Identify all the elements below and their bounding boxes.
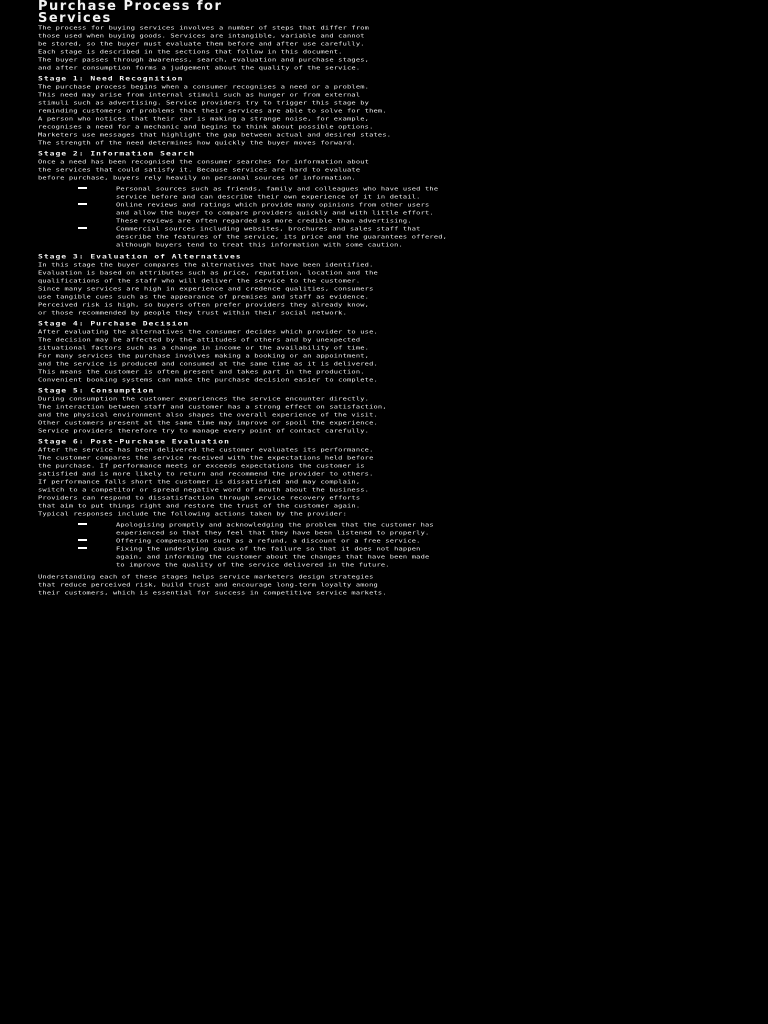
closing-paragraph (38, 574, 728, 598)
list-item-text: Apologising promptly and acknowledging the problem that the customer has (116, 522, 434, 528)
text-line: before purchase, buyers rely heavily on personal sources of information. (38, 175, 356, 181)
text-line: reminding customers of problems that their services are able to solve for them. (38, 108, 387, 114)
document-page (38, 0, 728, 601)
section-heading-need-recognition: Stage 1: Need Recognition (38, 76, 184, 82)
text-line: satisfied and is more likely to return and recommend the provider to others. (38, 471, 374, 477)
section-heading-consumption: Stage 5: Consumption (38, 388, 155, 394)
list-item-text: to improve the quality of the service delivered in the future. (116, 562, 390, 568)
text-line: recognises a need for a mechanic and begins to think about possible options. (38, 124, 374, 130)
text-line: that reduce perceived risk, build trust and encourage long-term loyalty among (38, 582, 378, 588)
list-item-text: Online reviews and ratings which provide many opinions from other users (116, 202, 430, 208)
text-line: and the physical environment also shapes the overall experience of the visit. (38, 412, 378, 418)
list-item-text: Offering compensation such as a refund, a discount or a free service. (116, 538, 421, 544)
document-body (38, 25, 728, 598)
text-line: Other customers present at the same time may improve or spoil the experience. (38, 420, 378, 426)
dash-bullet-icon (78, 539, 87, 541)
text-line: the purchase. If performance meets or exceeds expectations the customer is (38, 463, 365, 469)
text-line: Typical responses include the following actions taken by the provider: (38, 511, 348, 517)
purchase-decision-paragraph (38, 329, 728, 385)
text-line: In this stage the buyer compares the alternatives that have been identified. (38, 262, 374, 268)
intro-paragraph (38, 25, 728, 73)
list-item-text: Commercial sources including websites, brochures and sales staff that (116, 226, 421, 232)
dash-bullet-icon (78, 203, 87, 205)
list-item (38, 226, 728, 250)
section-heading-post-purchase: Stage 6: Post-Purchase Evaluation (38, 439, 230, 445)
text-line: Marketers use messages that highlight the gap between actual and desired states. (38, 132, 392, 138)
text-line: qualifications of the staff who will deliver the service to the customer. (38, 278, 361, 284)
text-line: situational factors such as a change in income or the availability of time. (38, 345, 370, 351)
text-line: The customer compares the service received with the expectations held before (38, 455, 374, 461)
text-line: and after consumption forms a judgement about the quality of the service. (38, 65, 361, 71)
list-item-text: experienced so that they feel that they have been listened to properly. (116, 530, 430, 536)
text-line: that aim to put things right and restore the trust of the customer again. (38, 503, 361, 509)
service-recovery-list (38, 522, 728, 570)
text-line: For many services the purchase involves making a booking or an appointment, (38, 353, 370, 359)
text-line: Understanding each of these stages helps service marketers design strategies (38, 574, 374, 580)
dash-bullet-icon (78, 187, 87, 189)
text-line: or those recommended by people they trust within their social network. (38, 310, 348, 316)
text-line: Once a need has been recognised the consumer searches for information about (38, 159, 370, 165)
text-line: Each stage is described in the sections that follow in this document. (38, 49, 343, 55)
document-title (38, 0, 728, 25)
text-line: After the service has been delivered the customer evaluates its performance. (38, 447, 374, 453)
text-line: Since many services are high in experience and credence qualities, consumers (38, 286, 374, 292)
text-line: The interaction between staff and customer has a strong effect on satisfaction, (38, 404, 387, 410)
list-item-text: again, and informing the customer about the changes that have been made (116, 554, 430, 560)
text-line: A person who notices that their car is making a strange noise, for example, (38, 116, 370, 122)
information-search-paragraph (38, 159, 728, 183)
need-recognition-paragraph (38, 84, 728, 148)
text-line: switch to a competitor or spread negative word of mouth about the business. (38, 487, 370, 493)
consumption-paragraph (38, 396, 728, 436)
text-line: This need may arise from internal stimuli such as hunger or from external (38, 92, 361, 98)
dash-bullet-icon (78, 547, 87, 549)
list-item (38, 202, 728, 226)
text-line: During consumption the customer experiences the service encounter directly. (38, 396, 370, 402)
text-line: The decision may be affected by the attitudes of others and by unexpected (38, 337, 361, 343)
section-heading-purchase-decision: Stage 4: Purchase Decision (38, 321, 190, 327)
list-item (38, 546, 728, 570)
text-line: those used when buying goods. Services are intangible, variable and cannot (38, 33, 365, 39)
dash-bullet-icon (78, 227, 87, 229)
text-line: Providers can respond to dissatisfaction through service recovery efforts (38, 495, 361, 501)
section-heading-information-search: Stage 2: Information Search (38, 151, 196, 157)
dash-bullet-icon (78, 523, 87, 525)
text-line: After evaluating the alternatives the consumer decides which provider to use. (38, 329, 378, 335)
list-item-text: Fixing the underlying cause of the failure so that it does not happen (116, 546, 421, 552)
evaluation-paragraph (38, 262, 728, 318)
list-item-text: although buyers tend to treat this information with some caution. (116, 242, 403, 248)
text-line: their customers, which is essential for success in competitive service markets. (38, 590, 387, 596)
list-item-text: and allow the buyer to compare providers quickly and with little effort. (116, 210, 434, 216)
list-item-text: Personal sources such as friends, family and colleagues who have used the (116, 186, 439, 192)
list-item-text: These reviews are often regarded as more credible than advertising. (116, 218, 412, 224)
section-heading-evaluation: Stage 3: Evaluation of Alternatives (38, 254, 242, 260)
text-line: be stored, so the buyer must evaluate them before and after use carefully. (38, 41, 365, 47)
text-line: Evaluation is based on attributes such as price, reputation, location and the (38, 270, 378, 276)
list-item (38, 538, 728, 546)
text-line: Service providers therefore try to manage every point of contact carefully. (38, 428, 370, 434)
post-purchase-paragraph (38, 447, 728, 519)
text-line: stimuli such as advertising. Service providers try to trigger this stage by (38, 100, 370, 106)
list-item (38, 522, 728, 538)
title-line-2: Services (38, 11, 112, 26)
text-line: If performance falls short the customer is dissatisfied and may complain, (38, 479, 361, 485)
text-line: and the service is produced and consumed at the same time as it is delivered. (38, 361, 378, 367)
title-line-1: Purchase Process for (38, 0, 223, 14)
list-item (38, 186, 728, 202)
text-line: the services that could satisfy it. Because services are hard to evaluate (38, 167, 361, 173)
text-line: The process for buying services involves a number of steps that differ from (38, 25, 370, 31)
text-line: The strength of the need determines how quickly the buyer moves forward. (38, 140, 356, 146)
text-line: Convenient booking systems can make the purchase decision easier to complete. (38, 377, 378, 383)
information-sources-list (38, 186, 728, 250)
list-item-text: service before and can describe their own experience of it in detail. (116, 194, 421, 200)
text-line: This means the customer is often present and takes part in the production. (38, 369, 365, 375)
text-line: The purchase process begins when a consumer recognises a need or a problem. (38, 84, 370, 90)
text-line: Perceived risk is high, so buyers often prefer providers they already know, (38, 302, 370, 308)
list-item-text: describe the features of the service, its price and the guarantees offered, (116, 234, 448, 240)
text-line: use tangible cues such as the appearance of premises and staff as evidence. (38, 294, 370, 300)
text-line: The buyer passes through awareness, search, evaluation and purchase stages, (38, 57, 370, 63)
